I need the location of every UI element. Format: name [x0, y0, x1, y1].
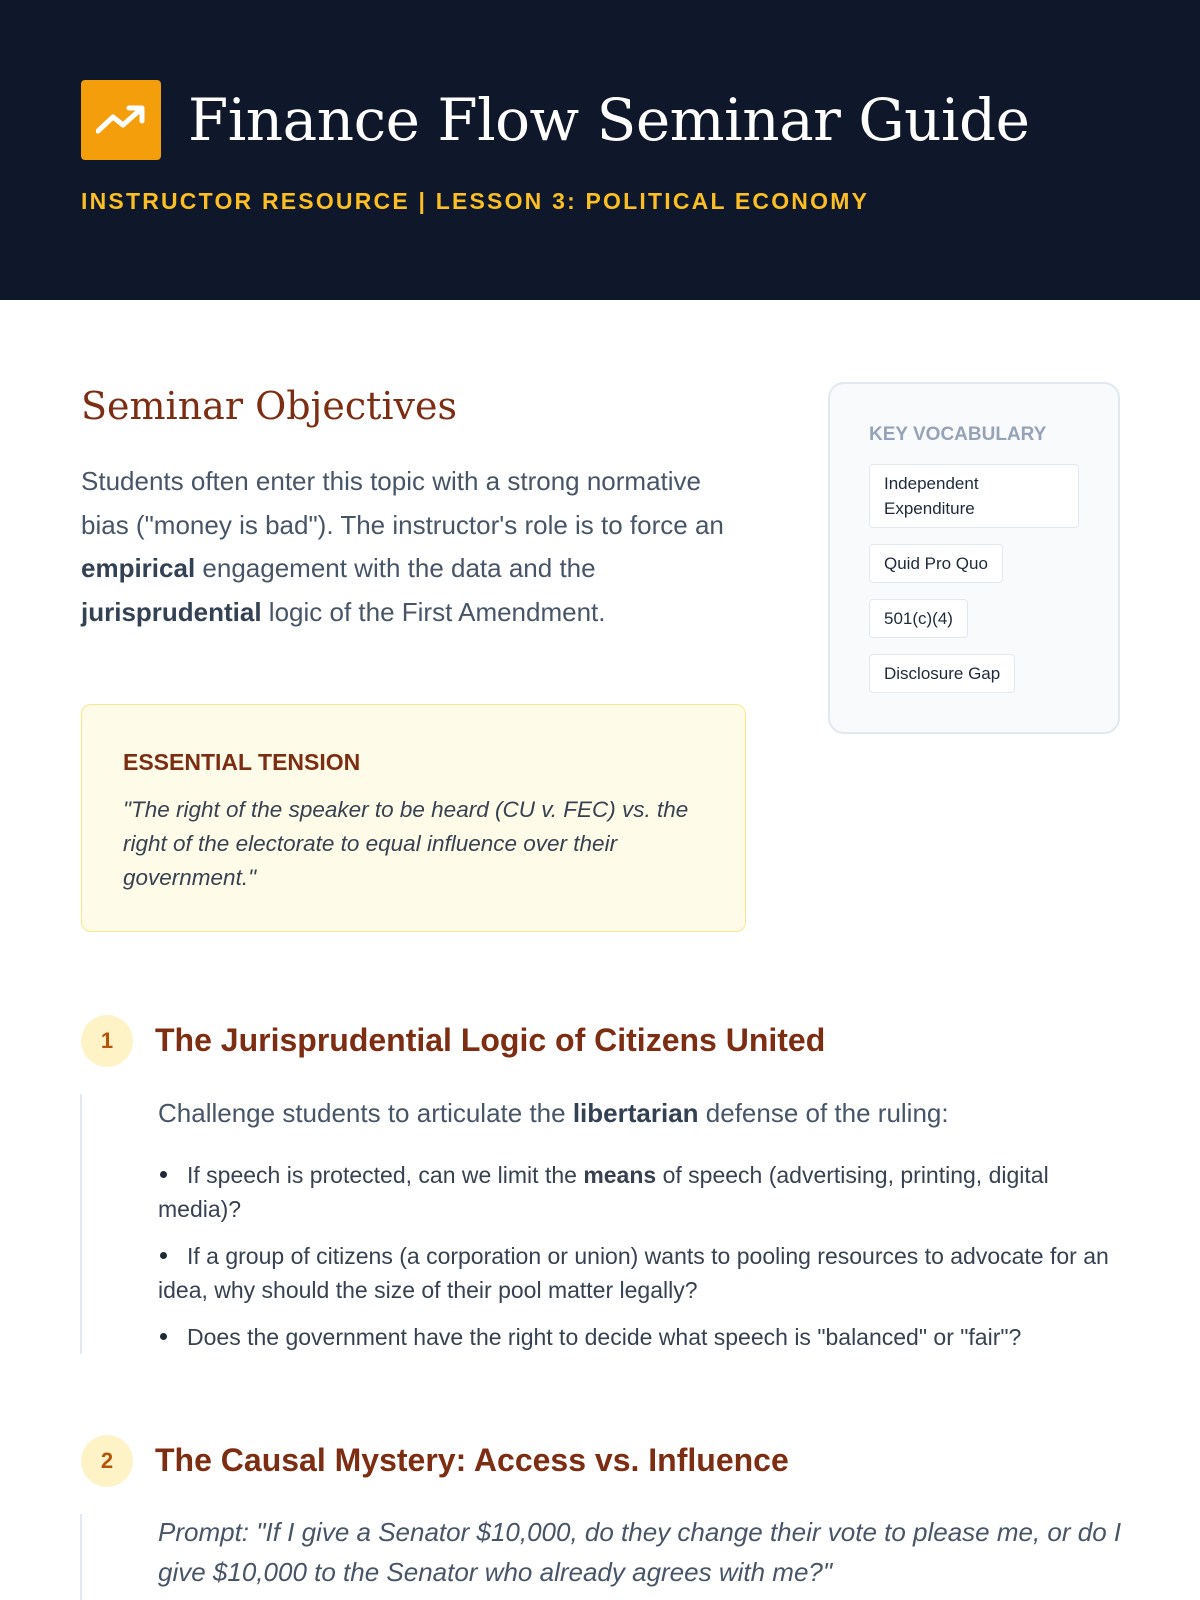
bullet-icon [160, 1252, 167, 1259]
objectives-paragraph [81, 460, 751, 634]
section-1-rail [80, 1094, 82, 1354]
vocab-term-independent-expenditure: Independent Expenditure [869, 464, 1079, 528]
intro-bold-jurisprudential: jurisprudential [81, 596, 262, 627]
bullet-2-text: If a group of citizens (a corporation or union) wants to pooling resources to advocate for an idea, why should the size of their pool matter legally? [158, 1243, 1109, 1303]
page-subtitle: INSTRUCTOR RESOURCE | LESSON 3: POLITICAL ECONOMY [81, 188, 870, 214]
key-vocabulary-card [828, 382, 1120, 734]
objectives-heading: Seminar Objectives [81, 384, 457, 428]
intro-text-2: engagement with the data and the [195, 553, 596, 583]
bullet-3-text: Does the government have the right to decide what speech is "balanced" or "fair"? [187, 1324, 1022, 1350]
section-2-title: The Causal Mystery: Access vs. Influence [155, 1442, 789, 1478]
trending-up-icon [81, 80, 161, 160]
vocab-term-quid-pro-quo: Quid Pro Quo [869, 544, 1003, 583]
bullet-icon [160, 1333, 167, 1340]
intro-bold-empirical: empirical [81, 553, 196, 583]
intro-text-3: logic of the First Amendment. [261, 596, 606, 627]
bullet-1-text-b: of speech (advertising, printing, digital media)? [158, 1162, 1049, 1222]
section-1-title: The Jurisprudential Logic of Citizens United [155, 1022, 826, 1058]
intro-text-1: Students often enter this topic with a strong normative bias ("money is bad"). The instructor's role is to force an [81, 466, 724, 540]
bullet-icon [160, 1171, 167, 1178]
tension-quote: "The right of the speaker to be heard (CU v. FEC) vs. the right of the electorate to equal influence over their government." [123, 797, 689, 890]
bullet-item [158, 1239, 1118, 1307]
section-2-rail [80, 1514, 82, 1600]
section-1-bullets [158, 1158, 1118, 1367]
section-number-2: 2 [81, 1435, 133, 1487]
tension-heading: ESSENTIAL TENSION [123, 749, 361, 775]
essential-tension-callout [81, 704, 746, 932]
bullet-1-text-a: If speech is protected, can we limit the [187, 1162, 584, 1188]
vocab-term-501c4: 501(c)(4) [869, 599, 968, 638]
section-number-1: 1 [81, 1015, 133, 1067]
page-header [0, 0, 1200, 300]
lead-bold-libertarian: libertarian [572, 1098, 699, 1128]
section-2-prompt: Prompt: "If I give a Senator $10,000, do they change their vote to please me, or do I give $10,000 to the Senator who already agrees with me?" [158, 1517, 1122, 1587]
bullet-item [158, 1320, 1118, 1354]
section-1-lead [158, 1098, 949, 1129]
vocabulary-heading: KEY VOCABULARY [869, 424, 1047, 445]
vocab-term-disclosure-gap: Disclosure Gap [869, 654, 1015, 693]
page-title: Finance Flow Seminar Guide [188, 86, 1030, 154]
bullet-1-bold: means [583, 1162, 657, 1188]
lead-text-1: Challenge students to articulate the [158, 1098, 573, 1128]
lead-text-2: defense of the ruling: [698, 1098, 949, 1128]
bullet-item [158, 1158, 1118, 1226]
